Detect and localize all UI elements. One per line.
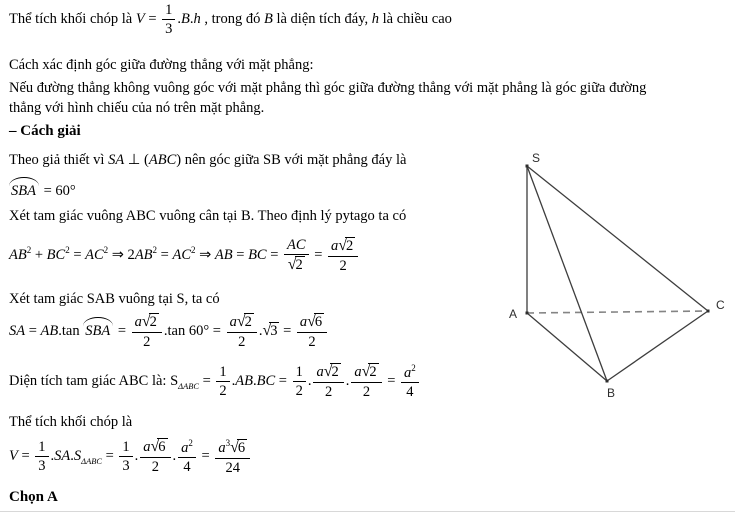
- method-heading: Cách xác định góc giữa đường thẳng với mặt phẳng:: [9, 57, 314, 73]
- sa-computation-line: SA = AB.tan SBA = $\frac{a√2}{2}$ .tan 60° = $\frac{a√2}{2}$ .√3 = $\frac{a√6}{2}$: [9, 313, 329, 350]
- pyramid-diagram: [493, 148, 733, 403]
- triangle-sab-line: Xét tam giác SAB vuông tại S, ta có: [9, 291, 220, 307]
- method-text-line1: Nếu đường thẳng không vuông góc với mặt phẳng thì góc giữa đường thẳng với mặt phẳng là góc giữa đường: [9, 80, 647, 96]
- vertex-dot-B: [606, 380, 609, 383]
- vertex-label-B: B: [606, 386, 616, 400]
- solution-heading: – Cách giải: [9, 123, 81, 139]
- method-text-line2: thẳng với hình chiếu của nó trên mặt phẳng.: [9, 100, 265, 116]
- vertex-dot-C: [707, 310, 710, 313]
- angle-value-line: SBA = 60°: [9, 177, 76, 200]
- triangle-abc-line: Xét tam giác vuông ABC vuông cân tại B. Theo định lý pytago ta có: [9, 208, 407, 224]
- volume-computation-line: V = $\frac{1}{3}$ $.SA.S_{\Delta ABC}$ = $\frac{1}{3}$ . $\frac{a√6}{2}$ . $\frac{a^2}{4}$ = $\frac{a^3√6}{24}$: [9, 438, 252, 476]
- pyramid-diagram-svg: [493, 148, 733, 403]
- vertex-dot-A: [526, 312, 529, 315]
- volume-definition-line: Thể tích khối chóp là V = $\frac{1}{3}$ .B.h , trong đó B là diện tích đáy, h là chiều cao: [9, 2, 452, 38]
- vertex-dot-S: [526, 165, 529, 168]
- vertex-label-C: C: [716, 298, 725, 312]
- hypothesis-line: Theo giả thiết vì SA ⊥ (ABC) nên góc giữa SB với mặt phẳng đáy là: [9, 152, 407, 168]
- volume-intro-line: Thể tích khối chóp là: [9, 414, 133, 430]
- answer-line: Chọn A: [9, 489, 58, 505]
- vertex-label-A: A: [508, 307, 517, 321]
- vertex-label-S: S: [532, 151, 541, 165]
- pythagoras-line: $AB^2 + BC^2 = AC^2$ ⇒ $2AB^2 = AC^2$ ⇒ AB = BC = $\frac{AC}{√2}$ = $\frac{a√2}{2}$: [9, 237, 360, 274]
- area-computation-line: Diện tích tam giác ABC là: $S_{\Delta ABC}$ = $\frac{1}{2}$ .AB.BC = $\frac{1}{2}$ . $\frac{a√2}{2}$ . $\frac{a√2}{2}$ = $\frac{a^2}{4}$: [9, 363, 421, 400]
